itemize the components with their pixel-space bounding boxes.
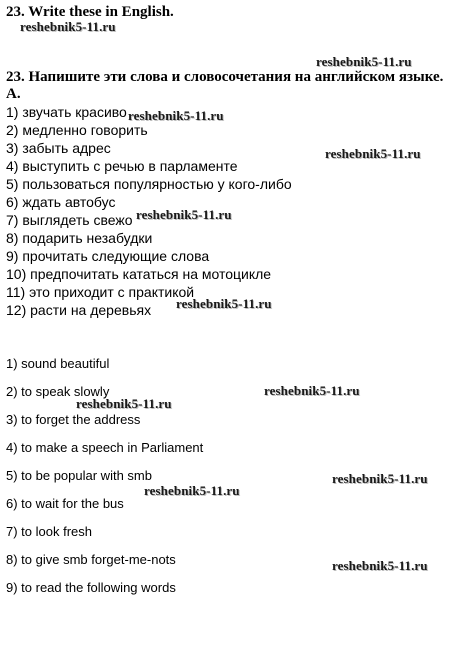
list-item: 6) ждать автобус <box>6 194 116 210</box>
list-item: 8) подарить незабудки <box>6 230 153 246</box>
list-item: 7) выглядеть свежо <box>6 212 133 228</box>
watermark: reshebnik5-11.ru <box>20 19 116 34</box>
list-item: 1) sound beautiful <box>6 356 110 371</box>
watermark: reshebnik5-11.ru <box>264 383 360 398</box>
watermark: reshebnik5-11.ru <box>76 396 172 411</box>
list-item: 9) to read the following words <box>6 580 176 595</box>
list-item: 12) расти на деревьях <box>6 302 152 318</box>
list-item: 11) это приходит с практикой <box>6 284 195 300</box>
list-item: 4) выступить с речью в парламенте <box>6 158 238 174</box>
list-item: 2) to speak slowly <box>6 384 110 399</box>
watermark: reshebnik5-11.ru <box>332 471 428 486</box>
list-item: 10) предпочитать кататься на мотоцикле <box>6 266 272 282</box>
watermark: reshebnik5-11.ru <box>316 54 412 69</box>
exercise-title-en: 23. Write these in English. <box>6 4 174 20</box>
list-item: 9) прочитать следующие слова <box>6 248 210 264</box>
list-item: 3) забыть адрес <box>6 140 111 156</box>
watermark: reshebnik5-11.ru <box>144 483 240 498</box>
list-item: 2) медленно говорить <box>6 122 148 138</box>
watermark: reshebnik5-11.ru <box>136 207 232 222</box>
exercise-title-ru: 23. Напишите эти слова и словосочетания на английском языке. <box>6 69 444 85</box>
list-item: 3) to forget the address <box>6 412 141 427</box>
watermark: reshebnik5-11.ru <box>332 558 428 573</box>
list-item: 6) to wait for the bus <box>6 496 124 511</box>
watermark: reshebnik5-11.ru <box>176 296 272 311</box>
list-item: 1) звучать красиво <box>6 104 127 120</box>
section-label: A. <box>6 86 21 102</box>
list-item: 7) to look fresh <box>6 524 92 539</box>
list-item: 5) to be popular with smb <box>6 468 152 483</box>
watermark: reshebnik5-11.ru <box>325 146 421 161</box>
list-item: 5) пользоваться популярностью у кого-либо <box>6 176 292 192</box>
list-item: 8) to give smb forget-me-nots <box>6 552 176 567</box>
watermark: reshebnik5-11.ru <box>128 108 224 123</box>
list-item: 4) to make a speech in Parliament <box>6 440 204 455</box>
